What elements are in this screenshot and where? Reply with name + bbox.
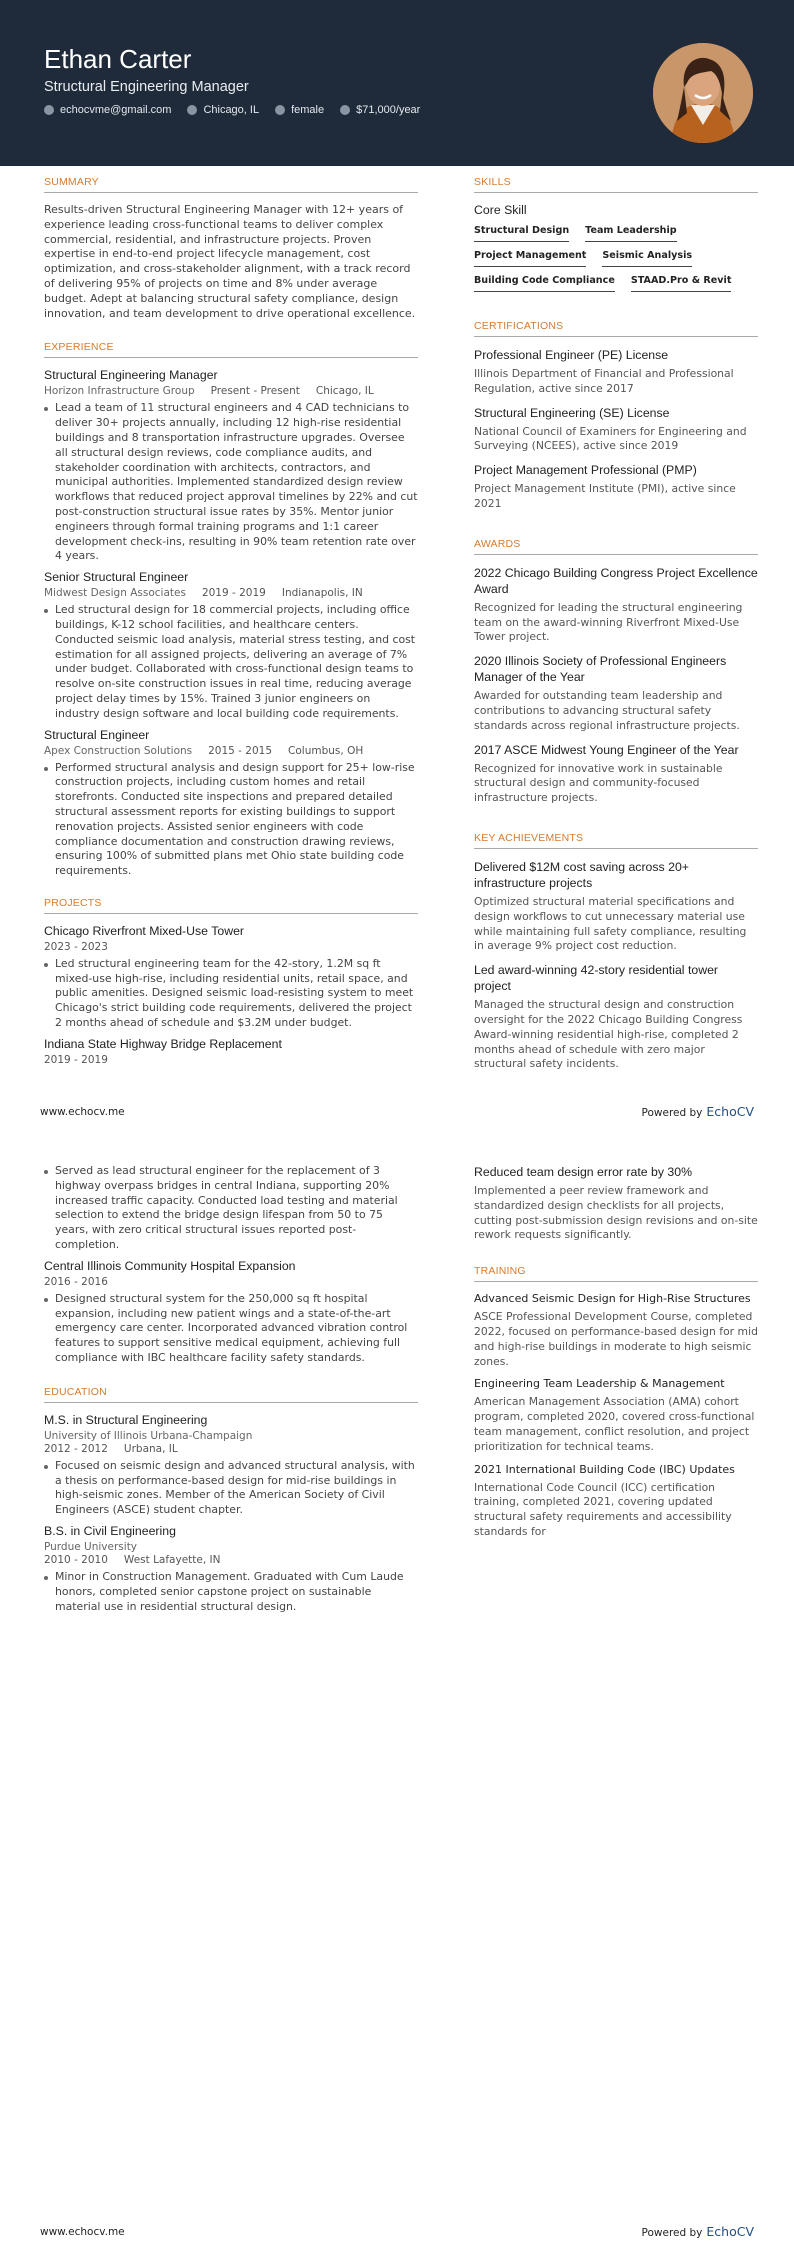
education-degree: B.S. in Civil Engineering (44, 1523, 176, 1538)
project-name: Indiana State Highway Bridge Replacement (44, 1036, 282, 1051)
experience-role: Structural Engineering Manager (44, 368, 218, 383)
award-name: 2020 Illinois Society of Professional Engineers Manager of the Year (474, 654, 727, 685)
award-detail: Recognized for leading the structural engineering team on the award-winning Riverfront Mixed-Use Tower project. (474, 600, 743, 644)
contact-row (44, 104, 420, 116)
footer-powered-label: Powered by (641, 2227, 703, 2239)
footer-powered (642, 1104, 754, 1119)
training-name: Advanced Seismic Design for High-Rise Structures (474, 1292, 751, 1306)
bullet-dot (44, 1576, 48, 1580)
experience-role: Senior Structural Engineer (44, 570, 189, 585)
award-detail: Awarded for outstanding team leadership and contributions to advancing structural safety standards across regional infrastructure projects. (474, 689, 740, 732)
experience-role: Structural Engineer (44, 727, 150, 742)
education-school-name: University of Illinois Urbana-Champaign (44, 1429, 253, 1442)
skill-tag: Seismic Analysis (602, 250, 692, 267)
experience-dates: 2019 - 2019 (201, 587, 266, 600)
training-name: Engineering Team Leadership & Management (474, 1377, 725, 1391)
project-dates: 2023 - 2023 (44, 940, 108, 953)
achievement-name: Delivered $12M cost saving across 20+ infrastructure projects (474, 859, 689, 890)
bullet-dot (44, 1298, 48, 1302)
project-bullet (44, 1292, 418, 1366)
money-icon (340, 105, 350, 115)
achievement-name: Reduced team design error rate by 30% (474, 1165, 693, 1179)
candidate-title: Structural Engineering Manager (44, 79, 249, 95)
experience-place: Chicago, IL (315, 385, 374, 398)
education-meta (44, 1554, 418, 1566)
education-heading: EDUCATION (44, 1386, 418, 1403)
skill-tag: Structural Design (474, 225, 569, 242)
experience-bullet (44, 401, 418, 564)
contact-salary (340, 104, 420, 116)
experience-place: Columbus, OH (288, 744, 364, 757)
experience-dates: Present - Present (210, 385, 300, 398)
education-degree: M.S. in Structural Engineering (44, 1412, 208, 1427)
achievement-detail: Managed the structural design and construction oversight for the 2022 Chicago Building Congress Award-winning residential high-rise, completed 2 months ahead of schedule with zero major structural safety incidents. (474, 998, 743, 1071)
award-name: 2022 Chicago Building Congress Project Excellence Award (474, 565, 758, 596)
project-item (44, 1037, 418, 1066)
project-bullet-text: Served as lead structural engineer for the replacement of 3 highway overpass bridges in central Indiana, supporting 20% increased traffic capacity. Conducted load testing and material selection to extend the bridge design lifespan from 50 to 75 years, with zero critical structural issues reported post-completion. (55, 1164, 398, 1251)
education-place: West Lafayette, IN (123, 1553, 221, 1566)
education-school (44, 1430, 418, 1442)
project-item (44, 1259, 418, 1366)
contact-location (187, 104, 259, 116)
skill-tag: Team Leadership (585, 225, 676, 242)
project-meta (44, 941, 418, 953)
email-text: echocvme@gmail.com (60, 104, 172, 116)
skills-heading: SKILLS (474, 176, 758, 193)
certification-name: Professional Engineer (PE) License (474, 348, 669, 362)
page-footer (40, 1104, 754, 1119)
skill-group-title: Core Skill (474, 203, 527, 217)
location-icon (187, 105, 197, 115)
contact-email[interactable] (44, 104, 171, 116)
project-dates: 2016 - 2016 (44, 1275, 108, 1288)
experience-meta (44, 385, 418, 397)
experience-bullet (44, 603, 418, 721)
training-detail: American Management Association (AMA) cohort program, completed 2020, covered cross-functional team management, conflict resolution, and project prioritization for technical teams. (474, 1395, 755, 1453)
contact-gender (275, 104, 324, 116)
projects-heading: PROJECTS (44, 897, 418, 914)
bullet-dot (44, 407, 48, 411)
right-column (474, 1164, 758, 1548)
certification-detail: National Council of Examiners for Engineering and Surveying (NCEES), active since 2019 (474, 424, 747, 453)
education-bullet (44, 1459, 418, 1518)
summary-text: Results-driven Structural Engineering Manager with 12+ years of experience leading cross-functional teams to deliver complex commercial, residential, and infrastructure projects. Proven expertise in end-to-end project lifecycle management, cost optimization, and cross-stakeholder alignment, with a track record of delivering 95% of projects on time and 8% under average budget. Adept at balancing structural safety compliance, design innovation, and team development to drive operational excellence. (44, 203, 416, 320)
bullet-dot (44, 609, 48, 613)
experience-bullet-text: Performed structural analysis and design support for 25+ low-rise construction projects, including custom homes and retail storefronts. Conducted site inspections and prepared detailed structural assessment reports for existing buildings to support renovation projects. Assisted senior engineers with code compliance documentation and construction drawing reviews, ensuring 100% of submitted plans met Ohio state building code requirements. (55, 760, 415, 878)
footer-site-link[interactable]: www.echocv.me (40, 1105, 125, 1118)
education-place: Urbana, IL (123, 1442, 178, 1455)
right-column (474, 176, 758, 1080)
experience-item (44, 368, 418, 564)
experience-bullet-text: Led structural design for 18 commercial projects, including office buildings, K-12 school facilities, and healthcare centers. Conducted seismic load analysis, material stress testing, and cost estimation for all assigned projects, delivering an average of 7% under budget. Collaborated with cross-functional design teams to resolve on-site construction issues in real time, reducing average project delay times by 15%. Trained 3 junior engineers on industry design software and local building code requirements. (55, 603, 416, 720)
certifications-heading: CERTIFICATIONS (474, 320, 758, 337)
experience-org: Horizon Infrastructure Group (44, 385, 195, 398)
certification-name: Structural Engineering (SE) License (474, 405, 670, 420)
project-name: Chicago Riverfront Mixed-Use Tower (44, 923, 245, 938)
certification-detail: Project Management Institute (PMI), active since 2021 (474, 482, 736, 510)
education-school-name: Purdue University (44, 1540, 138, 1553)
experience-item (44, 570, 418, 721)
footer-powered-label: Powered by (641, 1107, 703, 1119)
gender-text: female (291, 104, 325, 116)
experience-bullet (44, 761, 418, 879)
project-item (44, 924, 418, 1031)
education-item (44, 1524, 418, 1614)
skill-list (474, 225, 758, 292)
project-bullet (44, 957, 418, 1031)
bullet-dot (44, 767, 48, 771)
footer-powered (642, 2224, 754, 2239)
project-bullet (44, 1164, 418, 1253)
education-item (44, 1413, 418, 1518)
experience-place: Indianapolis, IN (281, 587, 363, 600)
education-bullet-text: Minor in Construction Management. Graduated with Cum Laude honors, completed senior capstone project on sustainable material use in residential structural design. (55, 1569, 404, 1613)
education-dates: 2012 - 2012 (44, 1442, 108, 1455)
certification-name: Project Management Professional (PMP) (474, 463, 697, 478)
certification-detail: Illinois Department of Financial and Professional Regulation, active since 2017 (474, 367, 734, 395)
footer-brand[interactable]: EchoCV (706, 1104, 754, 1119)
project-item-continued (44, 1164, 418, 1253)
project-bullet-text: Led structural engineering team for the 42-story, 1.2M sq ft mixed-use high-rise, including residential units, retail space, and public amenities. Designed seismic load-resisting system to meet Chicago's strict building code requirements, delivered the project 2 months ahead of schedule and $3.2M under budget. (55, 956, 414, 1030)
education-bullet (44, 1570, 418, 1614)
resume-page-2 (0, 1134, 794, 2246)
bullet-dot (44, 1170, 48, 1174)
experience-dates: 2015 - 2015 (208, 744, 273, 757)
awards-heading: AWARDS (474, 538, 758, 555)
resume-header (0, 0, 794, 166)
bullet-dot (44, 963, 48, 967)
experience-bullet-text: Lead a team of 11 structural engineers and 4 CAD technicians to deliver 30+ projects annually, including 12 high-rise residential buildings and 8 transportation infrastructure upgrades. Oversee all structural design reviews, code compliance audits, and stakeholder coordination with architects, contractors, and municipal authorities. Implemented standardized design review workflows that reduced project approval timelines by 22% and cut post-construction structural issue rates by 35%. Mentor junior engineers through formal training programs and 1:1 career development check-ins, resulting in 90% team retention rate over 4 years. (55, 401, 418, 563)
project-name: Central Illinois Community Hospital Expansion (44, 1258, 296, 1273)
training-name: 2021 International Building Code (IBC) Updates (474, 1462, 735, 1476)
candidate-name: Ethan Carter (44, 44, 192, 74)
salary-text: $71,000/year (356, 104, 421, 116)
location-text: Chicago, IL (203, 104, 260, 116)
education-meta (44, 1443, 418, 1455)
education-bullet-text: Focused on seismic design and advanced structural analysis, with a thesis on performance-based design for mid-rise buildings in high-seismic zones. Member of the American Society of Civil Engineers (ASCE) student chapter. (55, 1458, 415, 1517)
project-dates: 2019 - 2019 (44, 1053, 108, 1066)
experience-heading: EXPERIENCE (44, 341, 418, 358)
email-icon (44, 105, 54, 115)
skill-tag: Building Code Compliance (474, 275, 615, 292)
education-dates: 2010 - 2010 (44, 1553, 108, 1566)
footer-site-link[interactable]: www.echocv.me (40, 2225, 125, 2238)
project-meta (44, 1054, 418, 1066)
skill-tag: Project Management (474, 250, 586, 267)
achievement-detail: Implemented a peer review framework and standardized design checklists for all projects, cutting post-submission design revisions and on-site rework requests significantly. (474, 1184, 758, 1242)
experience-meta (44, 745, 418, 757)
project-bullet-text: Designed structural system for the 250,000 sq ft hospital expansion, including new patient wings and a state-of-the-art emergency care center. Incorporated advanced vibration control features to support sensitive medical equipment, achieving full compliance with IBC healthcare facility safety standards. (55, 1291, 408, 1364)
footer-brand[interactable]: EchoCV (706, 2224, 754, 2239)
education-school (44, 1541, 418, 1553)
person-icon (275, 105, 285, 115)
project-meta (44, 1276, 418, 1288)
left-column (44, 176, 418, 1072)
experience-meta (44, 587, 418, 599)
summary-heading: SUMMARY (44, 176, 418, 193)
page-footer (40, 2224, 754, 2239)
award-detail: Recognized for innovative work in sustainable structural design and community-focused infrastructure projects. (474, 761, 723, 805)
award-name: 2017 ASCE Midwest Young Engineer of the Year (474, 742, 739, 757)
training-detail: International Code Council (ICC) certification training, completed 2021, covering updated structural safety requirements and accessibility standards for (474, 1480, 732, 1538)
experience-item (44, 728, 418, 879)
experience-org: Midwest Design Associates (44, 587, 186, 600)
bullet-dot (44, 1465, 48, 1469)
skill-tag: STAAD.Pro & Revit (631, 275, 732, 292)
achievement-detail: Optimized structural material specifications and design workflows to cut unnecessary material use while maintaining full safety compliance, resulting in average 9% project cost reduction. (474, 894, 747, 953)
achievement-name: Led award-winning 42-story residential tower project (474, 963, 719, 994)
experience-org: Apex Construction Solutions (44, 744, 193, 757)
avatar (653, 43, 753, 143)
training-detail: ASCE Professional Development Course, completed 2022, focused on performance-based design for mid and high-rise buildings in moderate to high seismic zones. (474, 1310, 758, 1368)
left-column (44, 1164, 418, 1620)
training-heading: TRAINING (474, 1265, 758, 1282)
achievements-heading: KEY ACHIEVEMENTS (474, 832, 758, 849)
